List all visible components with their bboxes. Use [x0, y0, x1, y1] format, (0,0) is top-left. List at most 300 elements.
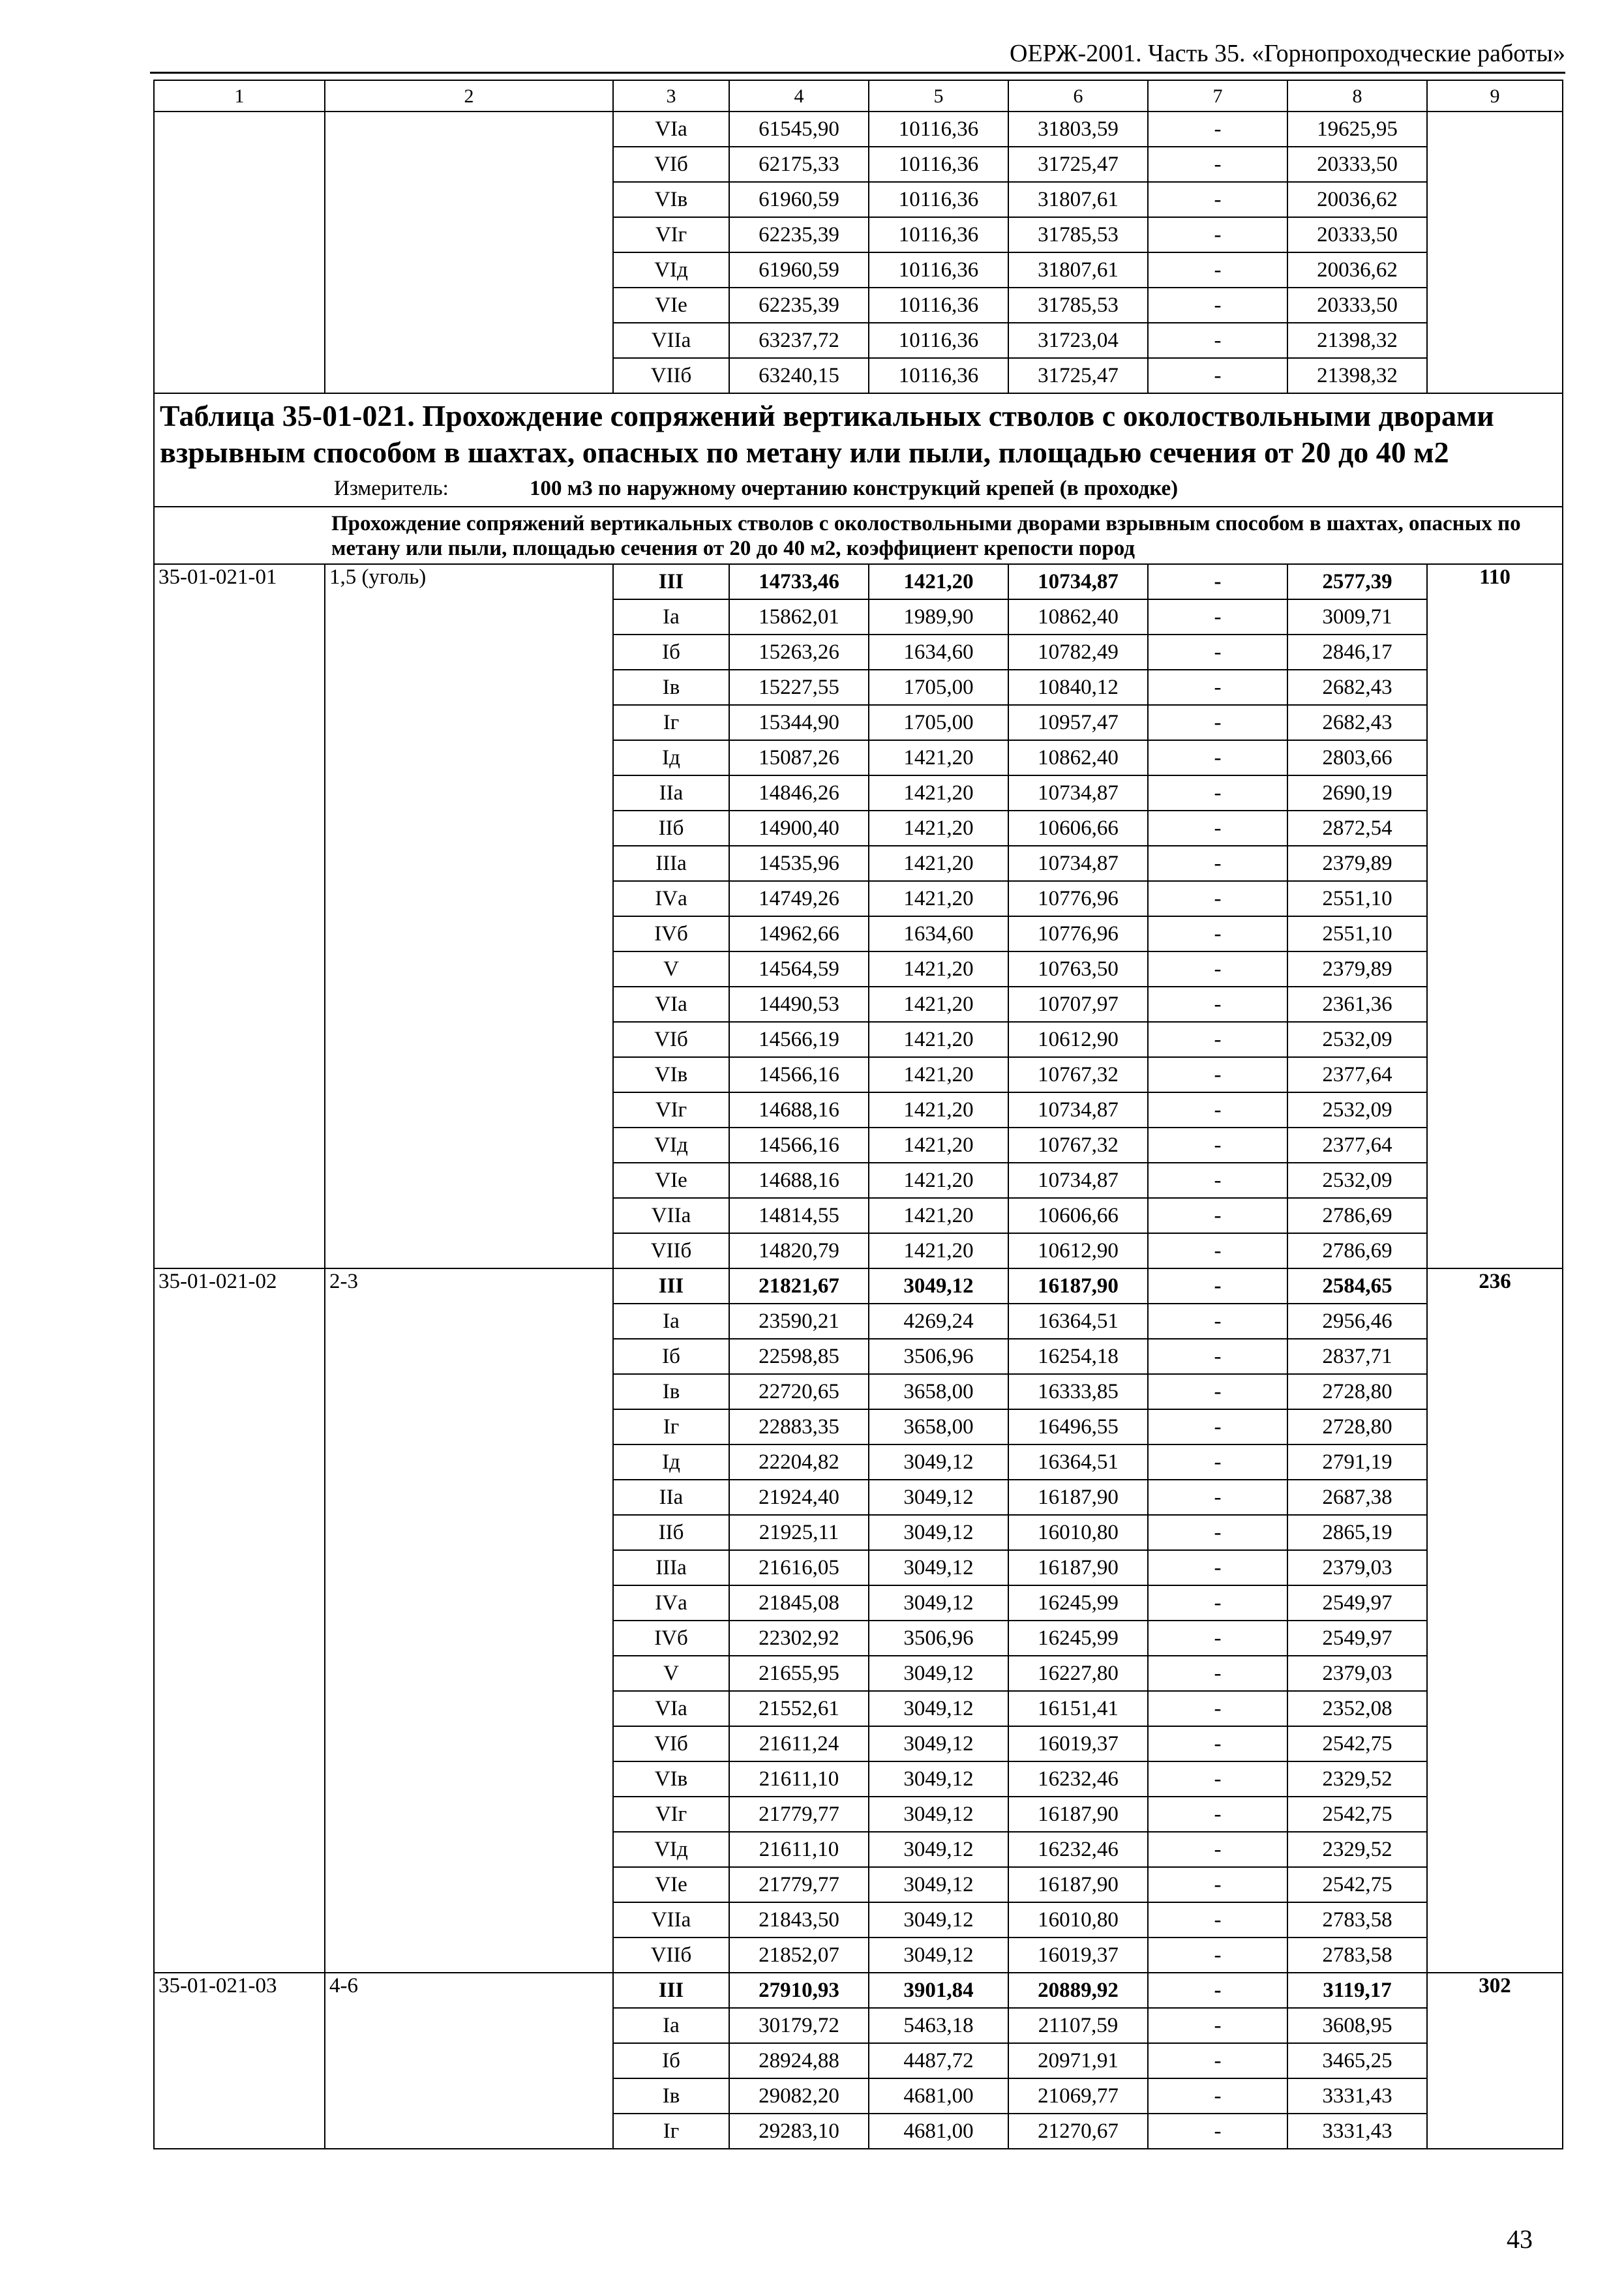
table-cell: 15227,55 [729, 670, 869, 705]
table-cell: - [1148, 1902, 1287, 1937]
table-cell: 2542,75 [1287, 1867, 1427, 1902]
table-cell: 10767,32 [1008, 1057, 1148, 1092]
table-cell: 3049,12 [869, 1550, 1008, 1585]
table-cell: 29082,20 [729, 2078, 869, 2114]
table-cell: 2865,19 [1287, 1515, 1427, 1550]
table-cell: 2728,80 [1287, 1374, 1427, 1409]
column-number: 6 [1008, 80, 1148, 112]
table-cell: 16019,37 [1008, 1726, 1148, 1761]
table-cell: 21611,10 [729, 1761, 869, 1797]
table-cell: 2783,58 [1287, 1937, 1427, 1973]
table-cell: Iа [613, 1304, 729, 1339]
section-heading-cell [154, 507, 1563, 564]
description-cell: 1,5 (уголь) [325, 564, 613, 1268]
table-cell: - [1148, 564, 1287, 599]
col9-cell: 236 [1427, 1268, 1563, 1973]
column-number: 1 [154, 80, 325, 112]
table-cell: VIа [613, 112, 729, 147]
table-cell: 14900,40 [729, 811, 869, 846]
table-cell: 21845,08 [729, 1585, 869, 1621]
table-cell: 1421,20 [869, 846, 1008, 881]
table-cell: 16187,90 [1008, 1268, 1148, 1304]
table-cell: - [1148, 775, 1287, 811]
table-cell: 3009,71 [1287, 599, 1427, 635]
table-title-cell [154, 393, 1563, 507]
table-cell: 10116,36 [869, 147, 1008, 182]
table-cell: 2377,64 [1287, 1057, 1427, 1092]
table-cell: - [1148, 2008, 1287, 2043]
table-cell: - [1148, 987, 1287, 1022]
table-cell: - [1148, 252, 1287, 288]
table-cell: VIв [613, 182, 729, 217]
table-cell: 16496,55 [1008, 1409, 1148, 1444]
table-cell: VIе [613, 288, 729, 323]
table-cell: 2956,46 [1287, 1304, 1427, 1339]
table-cell: 3049,12 [869, 1656, 1008, 1691]
description-cell [325, 112, 613, 393]
table-cell: 1421,20 [869, 951, 1008, 987]
table-cell: - [1148, 112, 1287, 147]
table-cell: - [1148, 147, 1287, 182]
table-cell: - [1148, 705, 1287, 740]
table-cell: 2329,52 [1287, 1761, 1427, 1797]
table-cell: 16187,90 [1008, 1550, 1148, 1585]
measure-label: Измеритель: [334, 477, 449, 500]
table-cell: 10116,36 [869, 182, 1008, 217]
table-cell: 2584,65 [1287, 1268, 1427, 1304]
table-cell: 63237,72 [729, 323, 869, 358]
table-cell: IIIа [613, 1550, 729, 1585]
table-cell: 3049,12 [869, 1726, 1008, 1761]
table-cell: 20333,50 [1287, 217, 1427, 252]
table-cell: 21779,77 [729, 1797, 869, 1832]
table-cell: - [1148, 2114, 1287, 2149]
table-cell: 2872,54 [1287, 811, 1427, 846]
table-cell: 15087,26 [729, 740, 869, 775]
table-cell: 31725,47 [1008, 147, 1148, 182]
table-cell: VIе [613, 1867, 729, 1902]
table-cell: 3049,12 [869, 1832, 1008, 1867]
table-cell: - [1148, 182, 1287, 217]
table-cell: IIIа [613, 846, 729, 881]
table-body-groups [154, 564, 1563, 2149]
table-cell: 4269,24 [869, 1304, 1008, 1339]
table-cell: - [1148, 846, 1287, 881]
table-cell: 19625,95 [1287, 112, 1427, 147]
table-cell: 20971,91 [1008, 2043, 1148, 2078]
code-cell: 35-01-021-03 [154, 1973, 325, 2149]
table-cell: - [1148, 1515, 1287, 1550]
table-cell: 14566,19 [729, 1022, 869, 1057]
col9-cell: 302 [1427, 1973, 1563, 2149]
table-cell: 2786,69 [1287, 1233, 1427, 1268]
code-cell: 35-01-021-01 [154, 564, 325, 1268]
table-cell: 1421,20 [869, 740, 1008, 775]
table-cell: VIб [613, 1726, 729, 1761]
table-cell: 10776,96 [1008, 916, 1148, 951]
table-row [154, 1268, 1563, 1304]
table-cell: 16227,80 [1008, 1656, 1148, 1691]
table-cell: 2542,75 [1287, 1797, 1427, 1832]
table-cell: 1421,20 [869, 1198, 1008, 1233]
table-cell: 2846,17 [1287, 635, 1427, 670]
table-body-top [154, 80, 1563, 393]
code-cell [154, 112, 325, 393]
table-cell: - [1148, 635, 1287, 670]
table-cell: 61960,59 [729, 252, 869, 288]
table-cell: - [1148, 1867, 1287, 1902]
table-cell: - [1148, 1656, 1287, 1691]
table-cell: 1634,60 [869, 916, 1008, 951]
table-cell: VIг [613, 1797, 729, 1832]
table-cell: 21616,05 [729, 1550, 869, 1585]
table-cell: Iд [613, 740, 729, 775]
table-cell: 16364,51 [1008, 1444, 1148, 1480]
table-cell: 3049,12 [869, 1761, 1008, 1797]
table-cell: 2549,97 [1287, 1621, 1427, 1656]
table-cell: 3049,12 [869, 1515, 1008, 1550]
table-cell: - [1148, 1057, 1287, 1092]
table-cell: - [1148, 951, 1287, 987]
table-cell: 10116,36 [869, 252, 1008, 288]
table-cell: 3331,43 [1287, 2078, 1427, 2114]
table-cell: 10116,36 [869, 323, 1008, 358]
table-cell: 2379,89 [1287, 846, 1427, 881]
table-cell: 31807,61 [1008, 182, 1148, 217]
table-cell: 3049,12 [869, 1867, 1008, 1902]
table-cell: 1421,20 [869, 1128, 1008, 1163]
table-cell: - [1148, 1268, 1287, 1304]
table-cell: 10957,47 [1008, 705, 1148, 740]
code-cell: 35-01-021-02 [154, 1268, 325, 1973]
table-cell: V [613, 951, 729, 987]
table-cell: 16245,99 [1008, 1621, 1148, 1656]
table-cell: 14733,46 [729, 564, 869, 599]
measure-line [160, 475, 1556, 502]
table-cell: 10707,97 [1008, 987, 1148, 1022]
table-cell: - [1148, 1973, 1287, 2008]
table-cell: 14814,55 [729, 1198, 869, 1233]
table-row [154, 564, 1563, 599]
table-cell: 15862,01 [729, 599, 869, 635]
table-cell: IVа [613, 1585, 729, 1621]
table-cell: 1634,60 [869, 635, 1008, 670]
table-cell: 10606,66 [1008, 1198, 1148, 1233]
table-cell: 21107,59 [1008, 2008, 1148, 2043]
table-cell: 1421,20 [869, 811, 1008, 846]
table-cell: 21843,50 [729, 1902, 869, 1937]
table-cell: 1989,90 [869, 599, 1008, 635]
table-cell: - [1148, 323, 1287, 358]
table-cell: 1421,20 [869, 1057, 1008, 1092]
table-cell: 14688,16 [729, 1092, 869, 1128]
table-cell: - [1148, 1761, 1287, 1797]
table-cell: 10734,87 [1008, 1092, 1148, 1128]
table-cell: VIб [613, 147, 729, 182]
rates-table [153, 80, 1563, 2149]
table-cell: 2532,09 [1287, 1022, 1427, 1057]
table-cell: 10862,40 [1008, 599, 1148, 635]
table-cell: 31785,53 [1008, 288, 1148, 323]
table-cell: - [1148, 811, 1287, 846]
table-cell: 10116,36 [869, 217, 1008, 252]
table-cell: 14688,16 [729, 1163, 869, 1198]
table-cell: 15344,90 [729, 705, 869, 740]
table-cell: 2352,08 [1287, 1691, 1427, 1726]
table-cell: 16151,41 [1008, 1691, 1148, 1726]
table-cell: 2577,39 [1287, 564, 1427, 599]
table-cell: 3658,00 [869, 1409, 1008, 1444]
table-cell: 21552,61 [729, 1691, 869, 1726]
table-cell: 20036,62 [1287, 252, 1427, 288]
table-cell: 10767,32 [1008, 1128, 1148, 1163]
column-number: 4 [729, 80, 869, 112]
description-cell: 2-3 [325, 1268, 613, 1973]
table-cell: Iв [613, 670, 729, 705]
table-cell: IIб [613, 1515, 729, 1550]
column-number: 8 [1287, 80, 1427, 112]
table-cell: III [613, 564, 729, 599]
table-cell: 10116,36 [869, 288, 1008, 323]
table-cell: 16333,85 [1008, 1374, 1148, 1409]
table-row [154, 1973, 1563, 2008]
table-cell: IIа [613, 775, 729, 811]
table-cell: - [1148, 1726, 1287, 1761]
table-cell: 3049,12 [869, 1444, 1008, 1480]
col9-cell: 110 [1427, 564, 1563, 1268]
table-cell: 2532,09 [1287, 1092, 1427, 1128]
table-cell: 14566,16 [729, 1128, 869, 1163]
table-cell: - [1148, 1550, 1287, 1585]
table-cell: - [1148, 2078, 1287, 2114]
table-cell: 2682,43 [1287, 705, 1427, 740]
table-cell: 31723,04 [1008, 323, 1148, 358]
table-cell: - [1148, 1339, 1287, 1374]
table-cell: Iд [613, 1444, 729, 1480]
table-cell: 3049,12 [869, 1480, 1008, 1515]
table-cell: VIв [613, 1761, 729, 1797]
table-cell: 22204,82 [729, 1444, 869, 1480]
table-cell: 1421,20 [869, 1022, 1008, 1057]
table-cell: - [1148, 2043, 1287, 2078]
table-cell: 10776,96 [1008, 881, 1148, 916]
table-cell: 2728,80 [1287, 1409, 1427, 1444]
table-cell: 31725,47 [1008, 358, 1148, 393]
measure-value: 100 м3 по наружному очертанию конструкций крепей (в проходке) [530, 477, 1179, 500]
col9-cell [1427, 112, 1563, 393]
table-row [154, 112, 1563, 147]
table-cell: 2803,66 [1287, 740, 1427, 775]
table-cell: IVб [613, 1621, 729, 1656]
section-heading: Прохождение сопряжений вертикальных стволов с околоствольными дворами взрывным способом в шахтах, опасных по метану или пыли, площадью сечения от 20 до 40 м2, коэффициент крепости пород [331, 512, 1521, 560]
table-cell: 16010,80 [1008, 1902, 1148, 1937]
table-cell: 20036,62 [1287, 182, 1427, 217]
table-cell: 63240,15 [729, 358, 869, 393]
table-cell: 2532,09 [1287, 1163, 1427, 1198]
table-cell: 1421,20 [869, 1163, 1008, 1198]
table-cell: - [1148, 1480, 1287, 1515]
table-cell: 16254,18 [1008, 1339, 1148, 1374]
table-cell: 14820,79 [729, 1233, 869, 1268]
table-cell: 2786,69 [1287, 1198, 1427, 1233]
description-cell: 4-6 [325, 1973, 613, 2149]
table-cell: Iг [613, 1409, 729, 1444]
table-cell: 62175,33 [729, 147, 869, 182]
table-cell: - [1148, 1198, 1287, 1233]
table-cell: 61960,59 [729, 182, 869, 217]
table-cell: 3506,96 [869, 1339, 1008, 1374]
table-cell: 4487,72 [869, 2043, 1008, 2078]
table-cell: 29283,10 [729, 2114, 869, 2149]
table-cell: 16245,99 [1008, 1585, 1148, 1621]
table-cell: 10116,36 [869, 358, 1008, 393]
table-cell: Iг [613, 2114, 729, 2149]
table-cell: 14846,26 [729, 775, 869, 811]
table-cell: VIIа [613, 1198, 729, 1233]
table-cell: 14962,66 [729, 916, 869, 951]
table-cell: VIб [613, 1022, 729, 1057]
table-cell: 16010,80 [1008, 1515, 1148, 1550]
table-cell: 21925,11 [729, 1515, 869, 1550]
table-cell: 20333,50 [1287, 147, 1427, 182]
table-cell: 14566,16 [729, 1057, 869, 1092]
table-cell: 10116,36 [869, 112, 1008, 147]
table-cell: - [1148, 1797, 1287, 1832]
table-cell: - [1148, 599, 1287, 635]
table-cell: 21069,77 [1008, 2078, 1148, 2114]
table-cell: 10734,87 [1008, 564, 1148, 599]
table-cell: 2682,43 [1287, 670, 1427, 705]
table-cell: 23590,21 [729, 1304, 869, 1339]
table-cell: VIIб [613, 358, 729, 393]
table-cell: 2791,19 [1287, 1444, 1427, 1480]
table-cell: 2837,71 [1287, 1339, 1427, 1374]
table-cell: - [1148, 1128, 1287, 1163]
table-cell: 3465,25 [1287, 2043, 1427, 2078]
column-number: 7 [1148, 80, 1287, 112]
table-cell: 3658,00 [869, 1374, 1008, 1409]
table-cell: 21611,24 [729, 1726, 869, 1761]
table-cell: - [1148, 288, 1287, 323]
table-cell: - [1148, 1374, 1287, 1409]
table-cell: 3049,12 [869, 1937, 1008, 1973]
table-cell: 16019,37 [1008, 1937, 1148, 1973]
table-cell: V [613, 1656, 729, 1691]
table-cell: III [613, 1973, 729, 2008]
table-cell: 3506,96 [869, 1621, 1008, 1656]
table-cell: VIв [613, 1057, 729, 1092]
table-cell: - [1148, 1585, 1287, 1621]
table-cell: 3119,17 [1287, 1973, 1427, 2008]
table-cell: 16187,90 [1008, 1480, 1148, 1515]
table-cell: 3331,43 [1287, 2114, 1427, 2149]
table-cell: 1705,00 [869, 705, 1008, 740]
table-cell: 3901,84 [869, 1973, 1008, 2008]
table-cell: 22302,92 [729, 1621, 869, 1656]
table-cell: 16187,90 [1008, 1867, 1148, 1902]
table-cell: 3049,12 [869, 1797, 1008, 1832]
table-cell: 14749,26 [729, 881, 869, 916]
table-cell: - [1148, 358, 1287, 393]
table-cell: - [1148, 1163, 1287, 1198]
page-number: 43 [1507, 2224, 1533, 2254]
table-cell: Iв [613, 1374, 729, 1409]
table-cell: 30179,72 [729, 2008, 869, 2043]
table-cell: VIIа [613, 1902, 729, 1937]
table-title: Таблица 35-01-021. Прохождение сопряжений вертикальных стволов с околоствольными дворами взрывным способом в шахтах, опасных по метану или пыли, площадью сечения от 20 до 40 м2 [160, 399, 1494, 469]
table-cell: 2551,10 [1287, 881, 1427, 916]
table-cell: - [1148, 1022, 1287, 1057]
table-cell: 20333,50 [1287, 288, 1427, 323]
table-cell: 27910,93 [729, 1973, 869, 2008]
table-cell: 10782,49 [1008, 635, 1148, 670]
table-cell: - [1148, 1444, 1287, 1480]
table-cell: 2361,36 [1287, 987, 1427, 1022]
table-cell: 10862,40 [1008, 740, 1148, 775]
table-cell: VIа [613, 987, 729, 1022]
table-cell: 21779,77 [729, 1867, 869, 1902]
table-cell: Iб [613, 1339, 729, 1374]
table-cell: 21270,67 [1008, 2114, 1148, 2149]
table-cell: IIа [613, 1480, 729, 1515]
table-cell: 3049,12 [869, 1268, 1008, 1304]
table-cell: VIг [613, 1092, 729, 1128]
table-cell: III [613, 1268, 729, 1304]
table-cell: - [1148, 881, 1287, 916]
table-cell: 21611,10 [729, 1832, 869, 1867]
table-cell: VIа [613, 1691, 729, 1726]
table-cell: 16232,46 [1008, 1832, 1148, 1867]
table-cell: VIIа [613, 323, 729, 358]
table-cell: 10734,87 [1008, 846, 1148, 881]
table-cell: 1705,00 [869, 670, 1008, 705]
table-cell: 2377,64 [1287, 1128, 1427, 1163]
table-cell: VIг [613, 217, 729, 252]
running-header: ОЕРЖ-2001. Часть 35. «Горнопроходческие работы» [1010, 40, 1565, 67]
table-cell: - [1148, 1304, 1287, 1339]
table-cell: 21398,32 [1287, 358, 1427, 393]
table-cell: VIд [613, 1832, 729, 1867]
table-cell: 16187,90 [1008, 1797, 1148, 1832]
table-cell: IVа [613, 881, 729, 916]
table-title-block [154, 393, 1563, 564]
table-cell: 2542,75 [1287, 1726, 1427, 1761]
table-cell: 1421,20 [869, 1092, 1008, 1128]
header-rule [150, 72, 1565, 74]
table-cell: 10734,87 [1008, 1163, 1148, 1198]
table-cell: 22883,35 [729, 1409, 869, 1444]
table-cell: IIб [613, 811, 729, 846]
table-cell: VIд [613, 1128, 729, 1163]
table-cell: 2379,03 [1287, 1550, 1427, 1585]
table-cell: - [1148, 1937, 1287, 1973]
table-cell: 21398,32 [1287, 323, 1427, 358]
table-cell: Iг [613, 705, 729, 740]
column-number: 9 [1427, 80, 1563, 112]
table-cell: 14564,59 [729, 951, 869, 987]
column-number: 3 [613, 80, 729, 112]
table-cell: Iб [613, 635, 729, 670]
table-cell: - [1148, 1233, 1287, 1268]
table-cell: 14490,53 [729, 987, 869, 1022]
table-cell: - [1148, 1409, 1287, 1444]
table-cell: 22598,85 [729, 1339, 869, 1374]
table-cell: 16232,46 [1008, 1761, 1148, 1797]
table-cell: 5463,18 [869, 2008, 1008, 2043]
table-cell: - [1148, 1092, 1287, 1128]
table-cell: 4681,00 [869, 2114, 1008, 2149]
table-cell: - [1148, 1691, 1287, 1726]
